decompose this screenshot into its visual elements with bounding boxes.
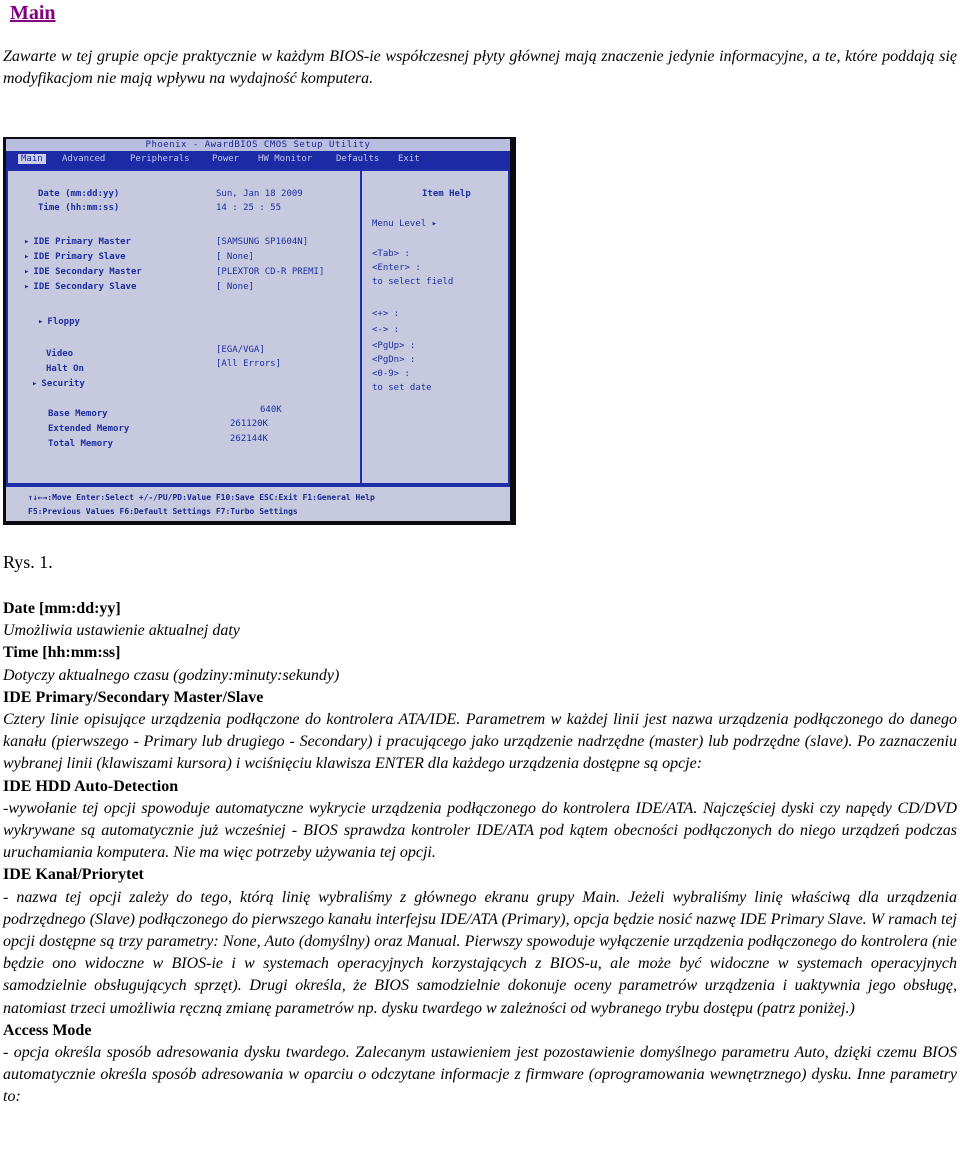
item-term: Date [mm:dd:yy] (3, 600, 121, 617)
item-description: -wywołanie tej opcji spowoduje automatyczne wykrycie urządzenia podłączonego do kontrolera IDE/ATA. Najczęściej dyski czy napędy CD/DVD wykrywane są automatycznie już wcześniej - BIOS sprawdza kontroler IDE/ATA pod kątem obecności podłączonych do niego urządzeń podczas uruchamiania komputera. Nie ma więc potrzeby używania tej opcji. (3, 799, 957, 862)
item-term: IDE Kanał/Priorytet (3, 866, 144, 884)
bios-row-label (24, 252, 126, 262)
bios-row-value: [SAMSUNG SP1604N] (216, 237, 309, 247)
bios-row-text: Floppy (47, 317, 80, 327)
bios-menu-exit: Exit (398, 154, 420, 164)
item-description: Dotyczy aktualnego czasu (godziny:minuty:sekundy) (3, 666, 340, 684)
submenu-arrow-icon: ▸ (24, 282, 30, 292)
bios-title: Phoenix - AwardBIOS CMOS Setup Utility (6, 139, 510, 151)
bios-menu-power: Power (212, 154, 240, 164)
help-line: <-> : (372, 325, 400, 335)
bios-row-label (38, 317, 80, 327)
bios-row-value: 14 : 25 : 55 (216, 203, 282, 213)
item-term: Time [hh:mm:ss] (3, 644, 121, 662)
help-line: <PgUp> : (372, 341, 416, 351)
bios-row-text: IDE Primary Slave (33, 252, 126, 262)
intro-paragraph: Zawarte w tej grupie opcje praktycznie w każdym BIOS-ie współczesnej płyty głównej mają znaczenie jedynie informacyjne, a te, które poddają się modyfikacjom nie mają wpływu na wydajność komputera. (3, 48, 957, 87)
bios-row-text: IDE Secondary Master (33, 267, 142, 277)
figure-caption: Rys. 1. (3, 552, 53, 572)
bios-row-value: [EGA/VGA] (216, 345, 265, 355)
bios-row-label (32, 379, 85, 389)
bios-row-label: Base Memory (48, 409, 108, 419)
bios-row-label (24, 237, 131, 247)
help-line: <Enter> : (372, 263, 421, 273)
help-title: Item Help (422, 189, 471, 199)
item-term: IDE Primary/Secondary Master/Slave (3, 688, 264, 706)
bios-row-value: [PLEXTOR CD-R PREMI] (216, 267, 325, 277)
item-description: - opcja określa sposób adresowania dysku twardego. Zalecanym ustawieniem jest pozostawienie domyślnego parametru Auto, dzięki czemu BIOS automatycznie określa sposób adresowania w oparciu o odczytane informacje z firmware (oprogramowania wewnętrznego) dysku. Inne parametry to: (3, 1044, 957, 1106)
bios-row-value: [ None] (216, 282, 254, 292)
bios-row-value: [ None] (216, 252, 254, 262)
bios-row-label (24, 267, 142, 277)
bios-menu-defaults: Defaults (336, 154, 380, 164)
submenu-arrow-icon: ▸ (24, 267, 30, 277)
bios-menubar (6, 151, 510, 169)
item-term: Access Mode (3, 1021, 92, 1039)
bios-row-value: [All Errors] (216, 359, 282, 369)
bios-row-label: Total Memory (48, 439, 114, 449)
bios-row-label: Date (mm:dd:yy) (38, 189, 120, 199)
bios-keys-line: ↑↓←→:Move Enter:Select +/-/PU/PD:Value F10:Save ESC:Exit F1:General Help (28, 493, 375, 502)
bios-row-label (24, 282, 136, 292)
bios-keys-line: F5:Previous Values F6:Default Settings F7:Turbo Settings (28, 507, 298, 516)
submenu-arrow-icon: ▸ (24, 237, 30, 247)
submenu-arrow-icon: ▸ (38, 317, 44, 327)
help-line: <PgDn> : (372, 355, 416, 365)
article-body (3, 598, 957, 1109)
help-line: <Tab> : (372, 249, 410, 259)
item-description: Umożliwia ustawienie aktualnej daty (3, 622, 240, 640)
bios-row-text: Security (41, 379, 85, 389)
help-line: to select field (372, 277, 454, 287)
bios-date-value: Sun, Jan 18 2009 (216, 189, 303, 199)
bios-row-text: IDE Primary Master (33, 237, 131, 247)
submenu-arrow-icon: ▸ (32, 379, 38, 389)
bios-row-value: 262144K (230, 434, 268, 444)
bios-keys-bar (6, 485, 510, 521)
bios-row-value: 261120K (230, 419, 268, 429)
bios-row-label: Extended Memory (48, 424, 130, 434)
submenu-arrow-icon: ▸ (24, 252, 30, 262)
item-term: IDE HDD Auto-Detection (3, 777, 179, 795)
help-line: <+> : (372, 309, 400, 319)
bios-row-label: Time (hh:mm:ss) (38, 203, 120, 213)
bios-row-text: IDE Secondary Slave (33, 282, 137, 292)
bios-settings-panel (8, 171, 360, 483)
bios-menu-main: Main (18, 154, 46, 164)
bios-menu-advanced: Advanced (62, 154, 106, 164)
bios-screenshot (3, 137, 516, 525)
bios-menu-peripherals: Peripherals (130, 154, 190, 164)
help-line: <0-9> : (372, 369, 410, 379)
bios-row-label: Halt On (46, 364, 84, 374)
bios-row-label: Video (46, 349, 74, 359)
help-line: Menu Level ▸ (372, 219, 438, 229)
bios-row-value: 640K (260, 405, 282, 415)
section-heading-link[interactable]: Main (10, 2, 56, 24)
bios-help-panel (362, 171, 508, 483)
bios-menu-hw-monitor: HW Monitor (258, 154, 313, 164)
bios-screen (6, 139, 510, 521)
help-line: to set date (372, 383, 432, 393)
bios-row-value (216, 189, 303, 199)
item-description: Cztery linie opisujące urządzenia podłączone do kontrolera ATA/IDE. Parametrem w każdej linii jest nazwa urządzenia podłączonego do danego kanału (pierwszego - Primary lub drugiego - Secondary) i pracującego jako urządzenie nadrzędne (master) lub podrzędne (slave). Po zaznaczeniu wybranej linii (klawiszami kursora) i wciśnięciu klawisza ENTER dla każdego urządzenia dostępne są opcje: (3, 711, 957, 773)
item-description: - nazwa tej opcji zależy do tego, którą linię wybraliśmy z głównego ekranu grupy Main. Jeżeli wybraliśmy linię właściwą dla urządzenia podrzędnego (Slave) podłączonego do pierwszego kanału interfejsu IDE/ATA (Primary), opcja będzie nosić nazwę IDE Primary Slave. W ramach tej opcji dostępne są trzy parametry: None, Auto (domyślny) oraz Manual. Pierwszy spowoduje wyłączenie urządzenia podłączonego do kontrolera (nie będzie ono widoczne w BIOS-ie i w systemach operacyjnych korzystających z BIOS-u, ale może być widoczne w systemach operacyjnych samodzielnie obsługujących sprzęt). Drugi określa, że BIOS samodzielnie dokonuje oceny parametrów urządzenia i uaktywnia jego obsługę, natomiast trzeci umożliwia ręczną zmianę parametrów np. dysku twardego w zależności od wybranego trybu dostępu (patrz poniżej.) (3, 888, 957, 1017)
